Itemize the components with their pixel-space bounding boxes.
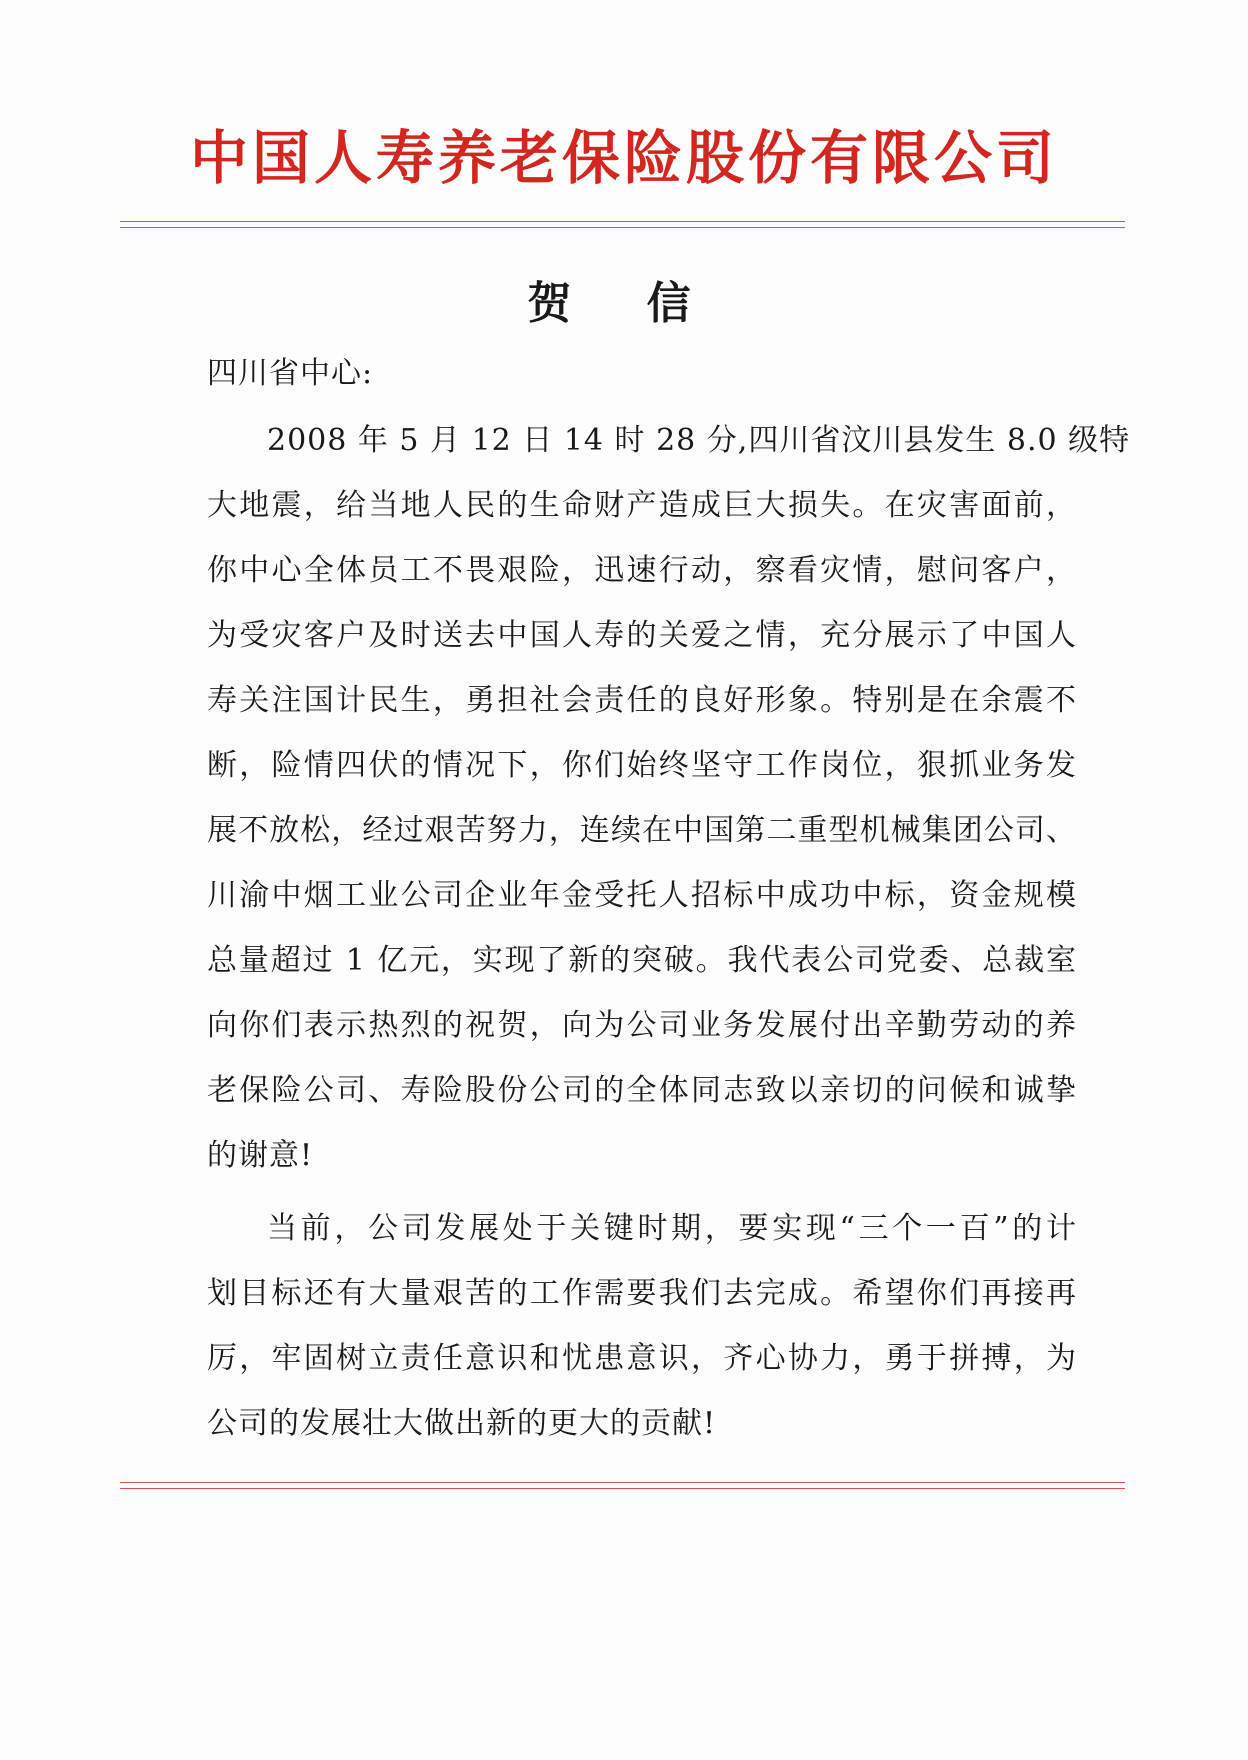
paragraph-line: 断，险情四伏的情况下，你们始终坚守工作岗位，狠抓业务发 xyxy=(207,748,1077,783)
paragraph-line: 2008 年 5 月 12 日 14 时 28 分,四川省汶川县发生 8.0 级特 xyxy=(267,423,1131,458)
paragraph-line: 的谢意! xyxy=(207,1138,314,1173)
paragraph-line: 划目标还有大量艰苦的工作需要我们去完成。希望你们再接再 xyxy=(207,1276,1077,1311)
letter-salutation: 四川省中心: xyxy=(207,356,374,391)
letter-paragraph-2 xyxy=(207,1196,1077,1456)
footer-divider xyxy=(120,1482,1125,1483)
letter-paragraph-1 xyxy=(207,408,1131,1188)
paragraph-line: 厉，牢固树立责任意识和忧患意识，齐心协力，勇于拼搏，为 xyxy=(207,1341,1077,1376)
paragraph-line: 向你们表示热烈的祝贺，向为公司业务发展付出辛勤劳动的养 xyxy=(207,1008,1077,1043)
paragraph-line: 公司的发展壮大做出新的更大的贡献! xyxy=(207,1406,717,1441)
paragraph-line: 为受灾客户及时送去中国人寿的关爱之情，充分展示了中国人 xyxy=(207,618,1077,653)
letter-title: 贺 信 xyxy=(527,278,721,329)
paragraph-line: 当前，公司发展处于关键时期，要实现“三个一百”的计 xyxy=(267,1211,1077,1246)
paragraph-line: 大地震，给当地人民的生命财产造成巨大损失。在灾害面前， xyxy=(207,488,1077,523)
paragraph-line: 川渝中烟工业公司企业年金受托人招标中成功中标，资金规模 xyxy=(207,878,1077,913)
paragraph-line: 展不放松，经过艰苦努力，连续在中国第二重型机械集团公司、 xyxy=(207,813,1077,848)
paragraph-line: 你中心全体员工不畏艰险，迅速行动，察看灾情，慰问客户， xyxy=(207,553,1077,588)
paragraph-line: 寿关注国计民生，勇担社会责任的良好形象。特别是在余震不 xyxy=(207,683,1077,718)
header-divider-secondary xyxy=(120,227,1125,228)
paragraph-line: 老保险公司、寿险股份公司的全体同志致以亲切的问候和诚挚 xyxy=(207,1073,1077,1108)
footer-divider-secondary xyxy=(120,1488,1125,1489)
paragraph-line: 总量超过 1 亿元，实现了新的突破。我代表公司党委、总裁室 xyxy=(207,943,1077,978)
company-letterhead: 中国人寿养老保险股份有限公司 xyxy=(189,124,1058,192)
header-divider xyxy=(120,221,1125,222)
